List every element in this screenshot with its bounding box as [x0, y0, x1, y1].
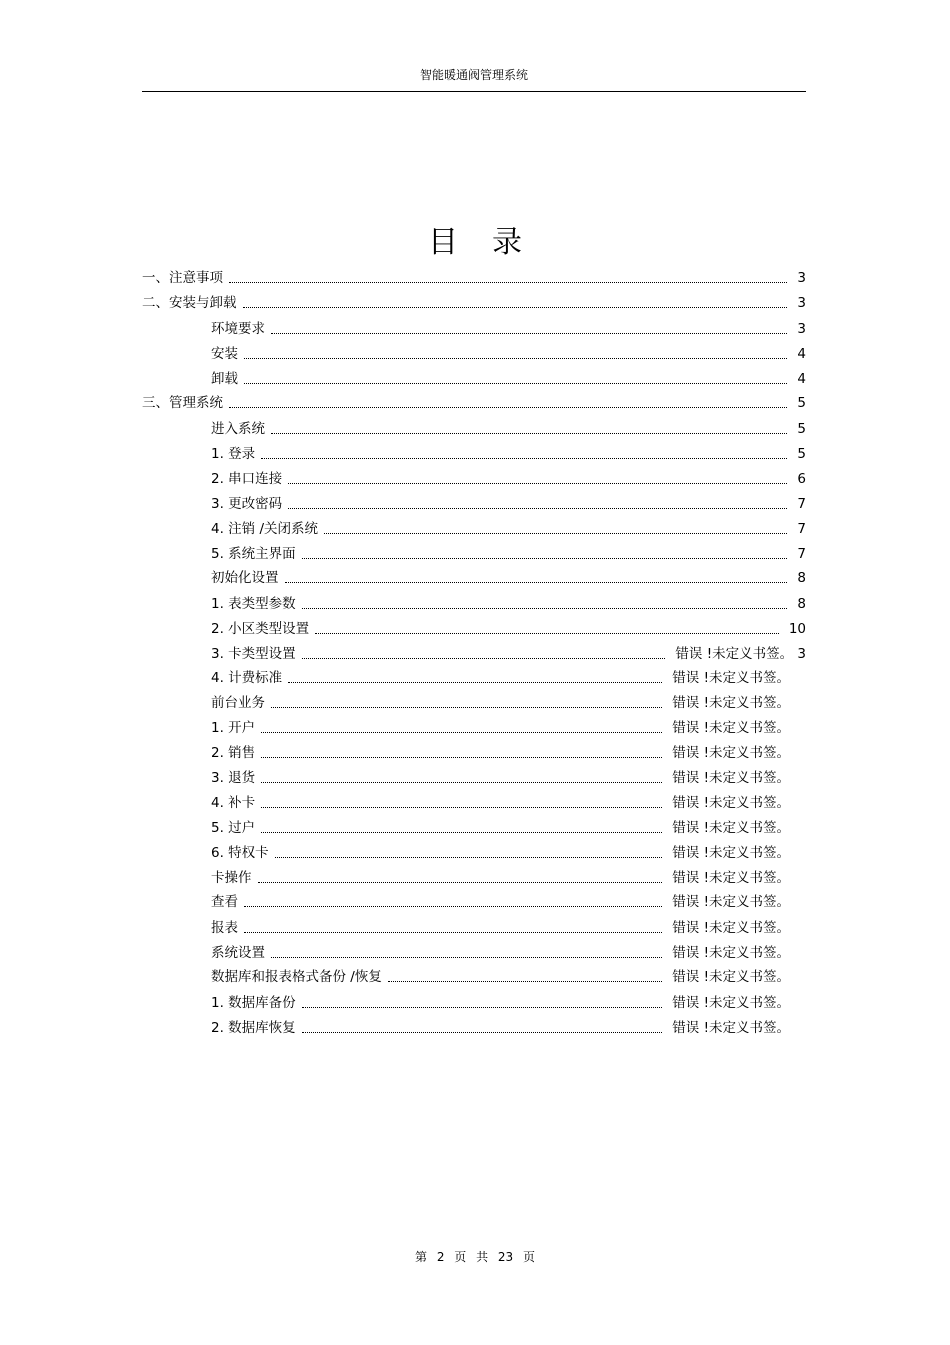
toc-entry[interactable]	[211, 743, 790, 763]
toc-entry-page: 8	[797, 570, 806, 586]
toc-dot-leader	[302, 993, 663, 1013]
toc-entry[interactable]	[211, 718, 790, 738]
toc-entry[interactable]	[211, 568, 806, 588]
toc-entry-label: 安装	[211, 346, 238, 362]
toc-dot-leader	[261, 818, 662, 838]
toc-entry-page: 5	[797, 395, 806, 411]
toc-entry-page: 7	[797, 521, 806, 537]
toc-entry-page: 7	[797, 496, 806, 512]
toc-entry-page: 3	[797, 295, 806, 311]
toc-entry-label: 二、安装与卸载	[142, 295, 237, 311]
toc-entry[interactable]	[211, 818, 790, 838]
toc-entry[interactable]	[211, 918, 790, 938]
toc-dot-leader	[244, 344, 787, 364]
toc-title: 目录	[428, 225, 556, 260]
toc-entry[interactable]	[211, 967, 790, 987]
toc-entry-label: 6. 特权卡	[211, 845, 269, 861]
toc-entry-label: 环境要求	[211, 321, 265, 337]
toc-entry-label: 1. 登录	[211, 446, 256, 462]
toc-dot-leader	[261, 718, 662, 738]
toc-entry[interactable]	[211, 668, 790, 688]
toc-entry[interactable]	[211, 369, 806, 389]
toc-dot-leader	[244, 369, 787, 389]
toc-dot-leader	[244, 892, 662, 912]
toc-entry[interactable]	[211, 843, 790, 863]
toc-entry-label: 查看	[211, 894, 238, 910]
toc-dot-leader	[288, 469, 787, 489]
toc-entry[interactable]	[211, 619, 806, 639]
toc-entry-label: 1. 表类型参数	[211, 596, 296, 612]
toc-entry-label: 4. 注销 /关闭系统	[211, 521, 319, 537]
toc-entry[interactable]	[211, 344, 806, 364]
toc-entry-label: 2. 串口连接	[211, 471, 283, 487]
running-header: 智能暖通阀管理系统	[419, 68, 528, 82]
toc-entry-label: 3. 退货	[211, 770, 256, 786]
toc-entry-label: 4. 计费标准	[211, 670, 283, 686]
toc-entry-label: 5. 系统主界面	[211, 546, 296, 562]
toc-entry[interactable]	[211, 469, 806, 489]
toc-dot-leader	[271, 693, 662, 713]
toc-entry-page: 3	[797, 321, 806, 337]
toc-entry-label: 三、管理系统	[142, 395, 223, 411]
toc-entry[interactable]	[211, 793, 790, 813]
toc-entry[interactable]	[142, 293, 806, 313]
toc-entry-label: 2. 小区类型设置	[211, 621, 310, 637]
toc-entry-page: 3	[797, 270, 806, 286]
toc-dot-leader	[324, 519, 787, 539]
toc-dot-leader	[302, 644, 666, 664]
toc-entry-label: 4. 补卡	[211, 795, 256, 811]
toc-entry[interactable]	[211, 943, 790, 963]
toc-entry-label: 初始化设置	[211, 570, 279, 586]
toc-entry-label: 卡操作	[211, 870, 252, 886]
toc-dot-leader	[261, 768, 662, 788]
toc-entry-page: 错误 !未定义书签。	[672, 1020, 790, 1036]
toc-entry-page: 错误 !未定义书签。	[672, 670, 790, 686]
toc-entry-page: 错误 !未定义书签。	[672, 969, 790, 985]
toc-entry-label: 报表	[211, 920, 238, 936]
toc-dot-leader	[258, 868, 663, 888]
toc-entry-label: 2. 销售	[211, 745, 256, 761]
toc-entry-page: 错误 !未定义书签。	[672, 870, 790, 886]
toc-dot-leader	[288, 668, 662, 688]
toc-entry-label: 1. 开户	[211, 720, 256, 736]
toc-dot-leader	[302, 544, 788, 564]
toc-dot-leader	[288, 494, 787, 514]
toc-entry[interactable]	[211, 494, 806, 514]
toc-entry[interactable]	[211, 1018, 790, 1038]
toc-entry-label: 5. 过户	[211, 820, 256, 836]
toc-entry-label: 3. 更改密码	[211, 496, 283, 512]
toc-dot-leader	[271, 943, 662, 963]
toc-entry-page: 错误 !未定义书签。	[672, 845, 790, 861]
toc-dot-leader	[302, 594, 788, 614]
toc-dot-leader	[271, 419, 787, 439]
toc-dot-leader	[302, 1018, 663, 1038]
toc-entry-page: 错误 !未定义书签。	[672, 820, 790, 836]
toc-entry[interactable]	[211, 319, 806, 339]
toc-entry-page: 错误 !未定义书签。	[672, 745, 790, 761]
toc-entry-label: 系统设置	[211, 945, 265, 961]
toc-entry[interactable]	[211, 768, 790, 788]
toc-entry[interactable]	[211, 519, 806, 539]
toc-entry-label: 3. 卡类型设置	[211, 646, 296, 662]
toc-entry-page: 10	[788, 621, 806, 637]
toc-entry-page: 8	[797, 596, 806, 612]
toc-dot-leader	[275, 843, 663, 863]
toc-entry-label: 卸载	[211, 371, 238, 387]
toc-entry-label: 数据库和报表格式备份 /恢复	[211, 969, 382, 985]
toc-entry-page: 错误 !未定义书签。	[672, 945, 790, 961]
toc-entry[interactable]	[211, 419, 806, 439]
toc-dot-leader	[388, 967, 662, 987]
toc-entry-label: 一、注意事项	[142, 270, 223, 286]
toc-dot-leader	[243, 293, 788, 313]
toc-entry[interactable]	[142, 393, 806, 413]
toc-entry-page: 错误 !未定义书签。	[672, 795, 790, 811]
toc-entry[interactable]	[211, 644, 806, 664]
toc-entry[interactable]	[142, 268, 806, 288]
toc-entry-page: 4	[797, 371, 806, 387]
toc-entry[interactable]	[211, 594, 806, 614]
toc-entry-page: 错误 !未定义书签。	[672, 995, 790, 1011]
toc-entry-label: 2. 数据库恢复	[211, 1020, 296, 1036]
toc-dot-leader	[229, 268, 787, 288]
toc-entry-page: 错误 !未定义书签。	[672, 770, 790, 786]
toc-dot-leader	[261, 793, 662, 813]
toc-entry-page: 错误 !未定义书签。	[672, 894, 790, 910]
toc-dot-leader	[261, 743, 662, 763]
toc-dot-leader	[285, 568, 788, 588]
toc-entry-page: 错误 !未定义书签。 3	[675, 646, 806, 662]
toc-dot-leader	[261, 444, 787, 464]
toc-entry[interactable]	[211, 693, 790, 713]
toc-entry[interactable]	[211, 444, 806, 464]
toc-entry[interactable]	[211, 544, 806, 564]
toc-entry-page: 5	[797, 446, 806, 462]
toc-entry-label: 进入系统	[211, 421, 265, 437]
toc-entry-page: 6	[797, 471, 806, 487]
toc-entry-page: 7	[797, 546, 806, 562]
toc-dot-leader	[315, 619, 779, 639]
toc-entry-page: 错误 !未定义书签。	[672, 920, 790, 936]
page-footer: 第 2 页 共 23 页	[415, 1250, 535, 1264]
toc-entry[interactable]	[211, 892, 790, 912]
toc-dot-leader	[244, 918, 662, 938]
toc-entry-label: 前台业务	[211, 695, 265, 711]
toc-dot-leader	[229, 393, 787, 413]
toc-entry[interactable]	[211, 868, 790, 888]
toc-entry-page: 4	[797, 346, 806, 362]
toc-dot-leader	[271, 319, 787, 339]
toc-entry-label: 1. 数据库备份	[211, 995, 296, 1011]
toc-entry-page: 错误 !未定义书签。	[672, 720, 790, 736]
toc-entry-page: 5	[797, 421, 806, 437]
toc-entry[interactable]	[211, 993, 790, 1013]
toc-entry-page: 错误 !未定义书签。	[672, 695, 790, 711]
